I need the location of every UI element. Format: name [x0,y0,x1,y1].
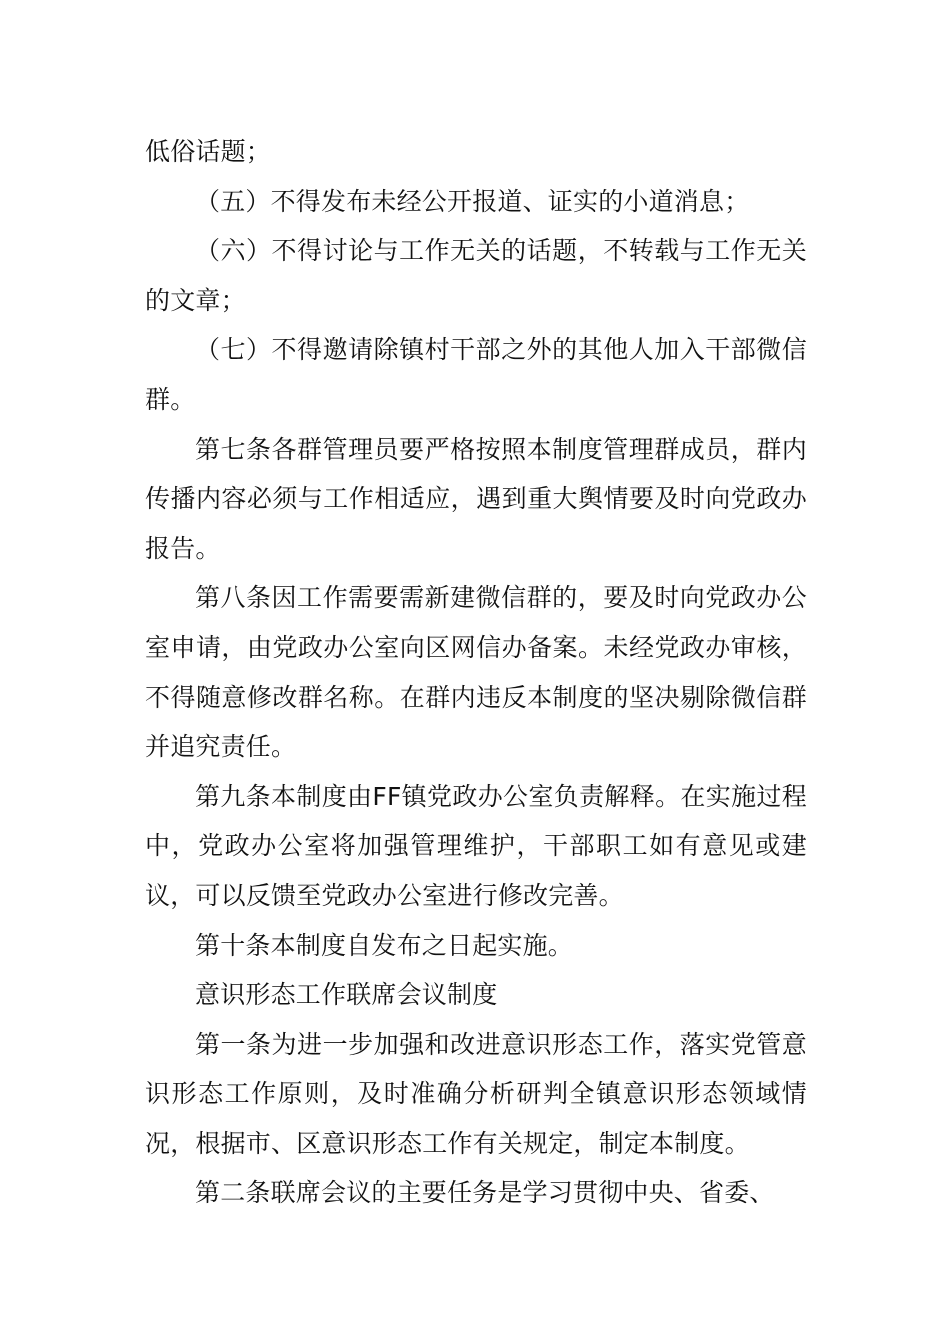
paragraph-article-10: 第十条本制度自发布之日起实施。 [195,930,574,960]
paragraph-article-2: 第二条联席会议的主要任务是学习贯彻中央、省委、 [195,1178,775,1208]
paragraph-continued: 低俗话题； [145,137,272,166]
section-heading: 意识形态工作联席会议制度 [195,980,498,1010]
paragraph-item-6: （六）不得讨论与工作无关的话题，不转载与工作无关的文章； [145,236,807,315]
paragraph-article-9: 第九条本制度由FF镇党政办公室负责解释。在实施过程中，党政办公室将加强管理维护，干部职工如有意见或建议，可以反馈至党政办公室进行修改完善。 [145,781,807,910]
document-body [145,127,807,1218]
paragraph-item-7: （七）不得邀请除镇村干部之外的其他人加入干部微信群。 [145,335,807,414]
paragraph-article-7: 第七条各群管理员要严格按照本制度管理群成员，群内传播内容必须与工作相适应，遇到重大舆情要及时向党政办报告。 [145,434,807,563]
paragraph-article-1: 第一条为进一步加强和改进意识形态工作，落实党管意识形态工作原则，及时准确分析研判全镇意识形态领域情况，根据市、区意识形态工作有关规定，制定本制度。 [145,1029,807,1158]
paragraph-article-8: 第八条因工作需要需新建微信群的，要及时向党政办公室申请，由党政办公室向区网信办备案。未经党政办审核，不得随意修改群名称。在群内违反本制度的坚决剔除微信群并追究责任。 [145,583,807,762]
paragraph-item-5: （五）不得发布未经公开报道、证实的小道消息； [195,186,750,216]
